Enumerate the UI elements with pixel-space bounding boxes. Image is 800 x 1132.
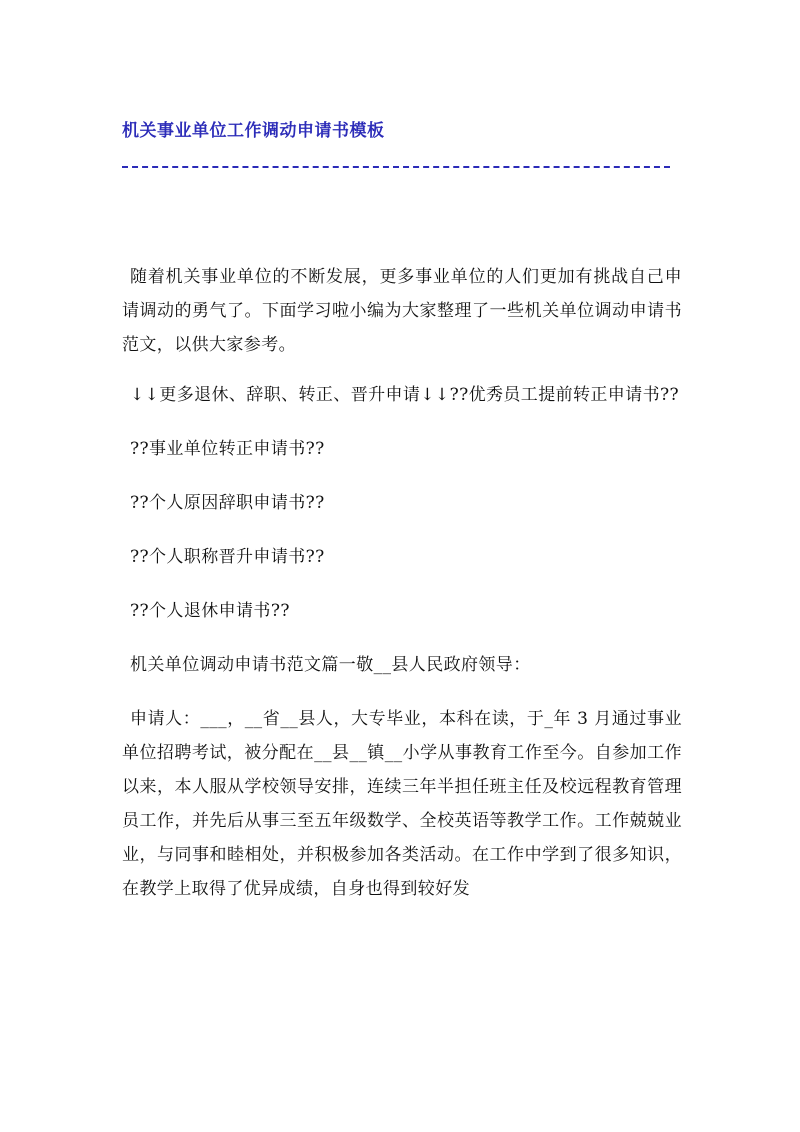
document-body — [122, 260, 682, 906]
related-link-promotion[interactable]: ??个人职称晋升申请书?? — [130, 547, 325, 567]
document-title: 机关事业单位工作调动申请书模板 — [122, 121, 385, 141]
related-links-paragraph[interactable]: ↓↓更多退休、辞职、转正、晋升申请↓↓??优秀员工提前转正申请书?? — [130, 385, 680, 405]
related-link-retirement[interactable]: ??个人退休申请书?? — [130, 601, 290, 621]
title-divider — [122, 166, 670, 168]
related-link-resignation[interactable]: ??个人原因辞职申请书?? — [130, 493, 325, 513]
sample-heading: 机关单位调动申请书范文篇一敬__县人民政府领导： — [130, 655, 531, 675]
intro-paragraph: 随着机关事业单位的不断发展，更多事业单位的人们更加有挑战自己申请调动的勇气了。下面学习啦小编为大家整理了一些机关单位调动申请书范文，以供大家参考。 — [122, 267, 682, 355]
application-body: 申请人：___，__省__县人，大专毕业，本科在读，于_年 3 月通过事业单位招聘考试，被分配在__县__镇__小学从事教育工作至今。自参加工作以来，本人服从学校领导安排，连续三年半担任班主任及校远程教育管理员工作，并先后从事三至五年级数学、全校英语等教学工作。工作兢兢业业，与同事和睦相处，并积极参加各类活动。在工作中学到了很多知识，在教学上取得了优异成绩，自身也得到较好发 — [122, 709, 682, 899]
related-link-probation[interactable]: ??事业单位转正申请书?? — [130, 439, 325, 459]
